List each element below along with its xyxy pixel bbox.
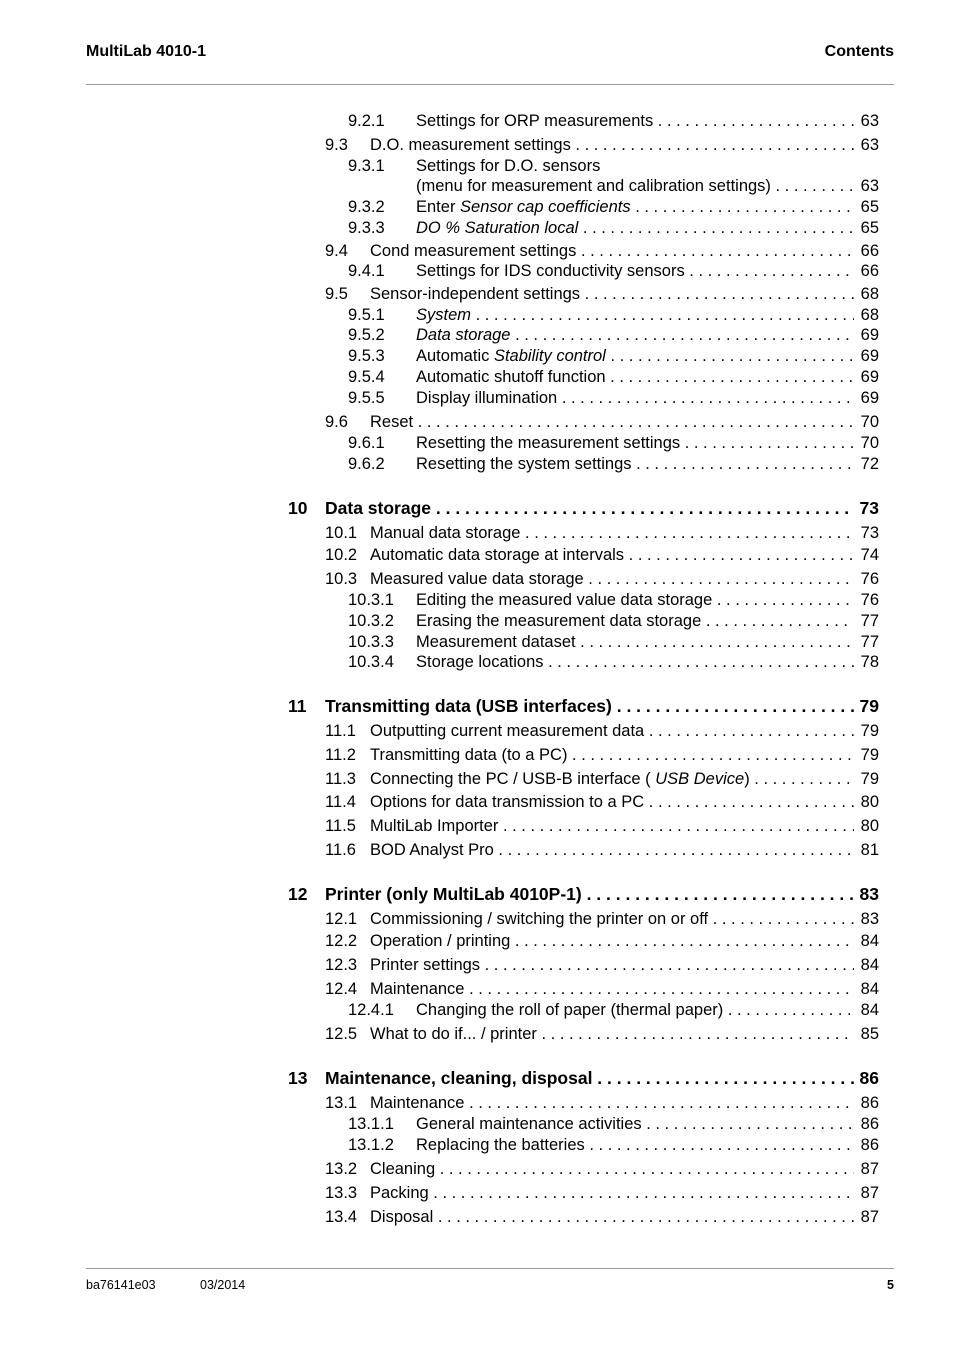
toc-entry-page: 65 bbox=[855, 196, 879, 218]
toc-entry[interactable] bbox=[0, 744, 954, 766]
toc-chapter-entry[interactable] bbox=[0, 497, 954, 519]
toc-entry-title-text: Manual data storage bbox=[370, 524, 521, 542]
toc-entry-title-text: Maintenance, cleaning, disposal bbox=[325, 1068, 593, 1088]
toc-entry[interactable] bbox=[0, 999, 954, 1021]
toc-entry-page: 69 bbox=[855, 366, 879, 388]
toc-entry-number: 13.1 bbox=[325, 1094, 358, 1112]
toc-entry[interactable] bbox=[0, 283, 954, 305]
toc-entry-page: 79 bbox=[855, 720, 879, 742]
toc-entry-title bbox=[325, 497, 854, 519]
toc-entry-title bbox=[325, 883, 854, 905]
toc-entry-title bbox=[416, 387, 854, 409]
toc-entry-number: 13.2 bbox=[325, 1160, 358, 1178]
toc-entry-number: 9.4 bbox=[325, 242, 348, 260]
toc-entry[interactable] bbox=[0, 1023, 954, 1045]
toc-entry-title bbox=[370, 1158, 854, 1180]
toc-entry-number: 13.4 bbox=[325, 1208, 358, 1226]
toc-entry-number: 11.5 bbox=[325, 817, 356, 835]
toc-entry-title bbox=[416, 155, 854, 177]
toc-entry-title-text: BOD Analyst Pro bbox=[370, 841, 494, 859]
toc-entry-title bbox=[370, 768, 854, 790]
toc-entry-page: 83 bbox=[855, 883, 879, 905]
toc-entry-number: 12.4.1 bbox=[348, 1001, 394, 1019]
toc-entry[interactable] bbox=[0, 134, 954, 156]
toc-entry-title-text: Transmitting data (USB interfaces) bbox=[325, 696, 612, 716]
toc-entry-number: 12.1 bbox=[325, 910, 358, 928]
document-date: 03/2014 bbox=[200, 1278, 246, 1292]
toc-entry-page: 86 bbox=[855, 1092, 879, 1114]
running-header-title: MultiLab 4010-1 bbox=[86, 43, 207, 60]
toc-entry-title bbox=[416, 589, 854, 611]
toc-entry-number: 10.3.3 bbox=[348, 633, 394, 651]
toc-entry-number: 13.1.2 bbox=[348, 1136, 394, 1154]
toc-entry-page: 86 bbox=[855, 1067, 879, 1089]
toc-entry-title bbox=[370, 1023, 854, 1045]
toc-entry-number: 9.5 bbox=[325, 285, 348, 303]
toc-entry-page: 69 bbox=[855, 324, 879, 346]
toc-entry-number: 10.3.1 bbox=[348, 591, 394, 609]
toc-entry-title-text: Maintenance bbox=[370, 1094, 465, 1112]
toc-entry-number: 9.5.5 bbox=[348, 389, 385, 407]
toc-entry-title bbox=[416, 631, 854, 653]
toc-entry-number: 9.5.2 bbox=[348, 326, 385, 344]
toc-entry-title-text: Settings for ORP measurements bbox=[416, 112, 654, 130]
toc-entry-title-text: Measured value data storage bbox=[370, 570, 584, 588]
toc-entry-page: 70 bbox=[855, 432, 879, 454]
running-header-section: Contents bbox=[824, 43, 894, 60]
toc-entry-page: 78 bbox=[855, 651, 879, 673]
toc-entry-number: 13.1.1 bbox=[348, 1115, 394, 1133]
toc-entry-title bbox=[416, 432, 854, 454]
toc-entry-title bbox=[325, 695, 854, 717]
toc-entry-title-emphasis: DO % Saturation local bbox=[416, 219, 579, 237]
toc-entry-number: 9.3.3 bbox=[348, 219, 385, 237]
toc-entry-number: 11.2 bbox=[325, 746, 356, 764]
toc-entry-title-text: Editing the measured value data storage bbox=[416, 591, 713, 609]
toc-entry-page: 80 bbox=[855, 791, 879, 813]
toc-entry-title bbox=[416, 175, 854, 197]
toc-entry-title-emphasis: Data storage bbox=[416, 326, 511, 344]
toc-entry-title bbox=[416, 345, 854, 367]
toc-entry-title-text: Storage locations bbox=[416, 653, 544, 671]
toc-entry-number: 13 bbox=[288, 1068, 308, 1088]
toc-entry-page: 77 bbox=[855, 610, 879, 632]
toc-entry-page: 84 bbox=[855, 930, 879, 952]
toc-entry[interactable] bbox=[0, 110, 954, 132]
toc-entry-number: 10 bbox=[288, 498, 308, 518]
toc-entry[interactable] bbox=[0, 978, 954, 1000]
toc-entry-number: 9.4.1 bbox=[348, 262, 385, 280]
toc-entry[interactable] bbox=[0, 791, 954, 813]
toc-entry-title-text: Resetting the measurement settings bbox=[416, 434, 681, 452]
toc-entry-page: 73 bbox=[855, 522, 879, 544]
toc-entry-number: 9.2.1 bbox=[348, 112, 385, 130]
toc-entry-title-text: Cleaning bbox=[370, 1160, 436, 1178]
toc-entry-page: 81 bbox=[855, 839, 879, 861]
toc-entry-title-text: Reset bbox=[370, 413, 414, 431]
toc-entry-page: 76 bbox=[855, 568, 879, 590]
toc-entry-title-text: Replacing the batteries bbox=[416, 1136, 585, 1154]
toc-entry-title-text: Settings for D.O. sensors bbox=[416, 157, 601, 175]
toc-entry[interactable] bbox=[0, 175, 954, 197]
toc-entry[interactable] bbox=[0, 240, 954, 262]
toc-entry-title bbox=[416, 453, 854, 475]
toc-entry-number: 9.3 bbox=[325, 136, 348, 154]
toc-entry-title-text: Automatic bbox=[416, 347, 490, 365]
toc-entry-title bbox=[370, 930, 854, 952]
toc-entry[interactable] bbox=[0, 217, 954, 239]
toc-entry[interactable] bbox=[0, 387, 954, 409]
toc-entry-title-text: Display illumination bbox=[416, 389, 558, 407]
toc-entry-number: 11.4 bbox=[325, 793, 356, 811]
toc-entry-title bbox=[370, 1182, 854, 1204]
toc-entry-title-text: Commissioning / switching the printer on or off bbox=[370, 910, 709, 928]
toc-entry-number: 10.3 bbox=[325, 570, 358, 588]
toc-entry-title bbox=[370, 568, 854, 590]
toc-entry-page: 76 bbox=[855, 589, 879, 611]
toc-entry-title-suffix: ) bbox=[744, 770, 750, 788]
toc-entry-page: 80 bbox=[855, 815, 879, 837]
toc-entry[interactable] bbox=[0, 610, 954, 632]
toc-entry-title-text: Automatic shutoff function bbox=[416, 368, 606, 386]
toc-entry[interactable] bbox=[0, 196, 954, 218]
toc-entry-title-text: MultiLab Importer bbox=[370, 817, 499, 835]
toc-entry-title bbox=[325, 1067, 854, 1089]
toc-entry-number: 11 bbox=[288, 696, 307, 716]
toc-entry[interactable] bbox=[0, 345, 954, 367]
toc-entry-title bbox=[370, 1206, 854, 1228]
toc-entry-page: 84 bbox=[855, 999, 879, 1021]
toc-entry-title-text: Data storage bbox=[325, 498, 432, 518]
toc-entry-page: 72 bbox=[855, 453, 879, 475]
page-number: 5 bbox=[887, 1278, 894, 1292]
toc-entry-number: 9.5.4 bbox=[348, 368, 385, 386]
toc-entry-title bbox=[370, 283, 854, 305]
toc-entry-number: 11.1 bbox=[325, 722, 356, 740]
toc-entry-title bbox=[370, 134, 854, 156]
toc-entry-title bbox=[370, 720, 854, 742]
toc-entry[interactable] bbox=[0, 768, 954, 790]
toc-entry[interactable] bbox=[0, 155, 954, 177]
toc-entry-title bbox=[416, 1113, 854, 1135]
toc-entry-title bbox=[370, 544, 854, 566]
toc-entry[interactable] bbox=[0, 432, 954, 454]
toc-entry-page: 63 bbox=[855, 134, 879, 156]
toc-entry-title-text: General maintenance activities bbox=[416, 1115, 642, 1133]
toc-entry-title bbox=[370, 978, 854, 1000]
toc-entry-title bbox=[416, 999, 854, 1021]
toc-entry-number: 9.5.1 bbox=[348, 306, 385, 324]
toc-entry-page: 69 bbox=[855, 387, 879, 409]
toc-entry-title bbox=[370, 411, 854, 433]
toc-entry[interactable] bbox=[0, 1206, 954, 1228]
toc-entry-title-text: Options for data transmission to a PC bbox=[370, 793, 645, 811]
toc-entry-title bbox=[416, 651, 854, 673]
toc-entry-title-text: Printer settings bbox=[370, 956, 481, 974]
toc-entry[interactable] bbox=[0, 324, 954, 346]
toc-entry-title-text: Measurement dataset bbox=[416, 633, 576, 651]
toc-entry-title bbox=[370, 744, 854, 766]
toc-entry-title-emphasis: Sensor cap coefficients bbox=[460, 198, 631, 216]
toc-entry-page: 79 bbox=[855, 744, 879, 766]
toc-entry-title-text: (menu for measurement and calibration settings) bbox=[416, 177, 771, 195]
toc-chapter-entry[interactable] bbox=[0, 695, 954, 717]
toc-entry-page: 70 bbox=[855, 411, 879, 433]
toc-entry-number: 9.6 bbox=[325, 413, 348, 431]
footer-divider bbox=[86, 1268, 894, 1269]
toc-entry[interactable] bbox=[0, 304, 954, 326]
toc-entry-page: 87 bbox=[855, 1158, 879, 1180]
toc-entry[interactable] bbox=[0, 453, 954, 475]
toc-entry-page: 73 bbox=[855, 497, 879, 519]
toc-entry[interactable] bbox=[0, 908, 954, 930]
toc-entry-title bbox=[416, 366, 854, 388]
toc-entry-title-text: Transmitting data (to a PC) bbox=[370, 746, 568, 764]
toc-entry[interactable] bbox=[0, 720, 954, 742]
toc-entry-title bbox=[370, 815, 854, 837]
toc-entry[interactable] bbox=[0, 954, 954, 976]
toc-entry-title-emphasis: USB Device bbox=[655, 770, 745, 788]
toc-entry-number: 11.3 bbox=[325, 770, 356, 788]
toc-entry-page: 86 bbox=[855, 1113, 879, 1135]
toc-entry[interactable] bbox=[0, 1158, 954, 1180]
toc-entry-page: 84 bbox=[855, 978, 879, 1000]
toc-entry-page: 77 bbox=[855, 631, 879, 653]
toc-entry-title bbox=[416, 324, 854, 346]
toc-entry-title-text: Settings for IDS conductivity sensors bbox=[416, 262, 685, 280]
toc-entry-number: 9.3.2 bbox=[348, 198, 385, 216]
toc-entry-title bbox=[416, 260, 854, 282]
toc-entry[interactable] bbox=[0, 366, 954, 388]
toc-entry-number: 12.4 bbox=[325, 980, 358, 998]
toc-entry[interactable] bbox=[0, 260, 954, 282]
toc-entry-title bbox=[416, 610, 854, 632]
toc-entry-title bbox=[416, 196, 854, 218]
toc-entry-title-text: Connecting the PC / USB-B interface ( bbox=[370, 770, 651, 788]
toc-entry-page: 66 bbox=[855, 240, 879, 262]
toc-entry-page: 74 bbox=[855, 544, 879, 566]
toc-entry[interactable] bbox=[0, 1182, 954, 1204]
toc-entry-title bbox=[416, 1134, 854, 1156]
toc-entry-title bbox=[370, 839, 854, 861]
toc-entry-title-text: Enter bbox=[416, 198, 456, 216]
toc-entry-page: 79 bbox=[855, 695, 879, 717]
toc-entry-title-text: Packing bbox=[370, 1184, 429, 1202]
toc-entry-page: 69 bbox=[855, 345, 879, 367]
toc-entry-page: 79 bbox=[855, 768, 879, 790]
toc-entry[interactable] bbox=[0, 522, 954, 544]
document-id: ba76141e03 bbox=[86, 1278, 156, 1292]
toc-entry-title-text: Sensor-independent settings bbox=[370, 285, 581, 303]
toc-chapter-entry[interactable] bbox=[0, 883, 954, 905]
toc-entry-page: 63 bbox=[855, 175, 879, 197]
toc-entry-number: 13.3 bbox=[325, 1184, 358, 1202]
toc-entry[interactable] bbox=[0, 1134, 954, 1156]
toc-entry[interactable] bbox=[0, 1092, 954, 1114]
toc-entry-page: 68 bbox=[855, 304, 879, 326]
toc-entry-page: 85 bbox=[855, 1023, 879, 1045]
toc-entry-title-emphasis: System bbox=[416, 306, 472, 324]
toc-entry-number: 10.3.4 bbox=[348, 653, 394, 671]
toc-entry-page: 68 bbox=[855, 283, 879, 305]
toc-entry-number: 12.2 bbox=[325, 932, 358, 950]
toc-entry[interactable] bbox=[0, 839, 954, 861]
toc-entry-page: 87 bbox=[855, 1182, 879, 1204]
toc-entry[interactable] bbox=[0, 1113, 954, 1135]
toc-entry-number: 10.3.2 bbox=[348, 612, 394, 630]
toc-entry-title-text: Operation / printing bbox=[370, 932, 511, 950]
toc-entry-page: 63 bbox=[855, 110, 879, 132]
toc-entry-page: 86 bbox=[855, 1134, 879, 1156]
toc-entry-number: 10.2 bbox=[325, 546, 358, 564]
toc-entry-number: 12.5 bbox=[325, 1025, 358, 1043]
toc-entry-title-text: Automatic data storage at intervals bbox=[370, 546, 625, 564]
toc-entry-title bbox=[370, 522, 854, 544]
toc-entry-number: 9.6.2 bbox=[348, 455, 385, 473]
toc-entry-number: 12 bbox=[288, 884, 308, 904]
toc-entry-number: 9.5.3 bbox=[348, 347, 385, 365]
toc-entry[interactable] bbox=[0, 411, 954, 433]
toc-entry-title bbox=[370, 791, 854, 813]
toc-entry-page: 66 bbox=[855, 260, 879, 282]
toc-entry[interactable] bbox=[0, 631, 954, 653]
toc-entry-title bbox=[416, 110, 854, 132]
toc-entry-title bbox=[370, 954, 854, 976]
toc-entry-title-text: Maintenance bbox=[370, 980, 465, 998]
toc-entry-page: 65 bbox=[855, 217, 879, 239]
toc-entry-page: 84 bbox=[855, 954, 879, 976]
toc-entry-number: 9.3.1 bbox=[348, 157, 385, 175]
toc-entry-number: 11.6 bbox=[325, 841, 356, 859]
toc-entry-title-text: Resetting the system settings bbox=[416, 455, 632, 473]
toc-entry-title bbox=[370, 1092, 854, 1114]
toc-entry-title bbox=[416, 217, 854, 239]
toc-entry-title-text: Erasing the measurement data storage bbox=[416, 612, 702, 630]
toc-entry-number: 10.1 bbox=[325, 524, 358, 542]
toc-entry-title-emphasis: Stability control bbox=[493, 347, 606, 365]
toc-entry-title-text: D.O. measurement settings bbox=[370, 136, 571, 154]
toc-entry-title-text: Cond measurement settings bbox=[370, 242, 577, 260]
toc-entry[interactable] bbox=[0, 930, 954, 952]
toc-entry-title-text: What to do if... / printer bbox=[370, 1025, 537, 1043]
toc-entry-title-text: Printer (only MultiLab 4010P-1) bbox=[325, 884, 582, 904]
toc-entry-title bbox=[370, 908, 854, 930]
toc-entry[interactable] bbox=[0, 568, 954, 590]
toc-entry[interactable] bbox=[0, 815, 954, 837]
toc-entry[interactable] bbox=[0, 589, 954, 611]
toc-entry[interactable] bbox=[0, 544, 954, 566]
toc-entry-title bbox=[416, 304, 854, 326]
toc-entry-title-text: Outputting current measurement data bbox=[370, 722, 645, 740]
toc-entry-title-text: Disposal bbox=[370, 1208, 434, 1226]
toc-entry-number: 9.6.1 bbox=[348, 434, 385, 452]
toc-entry-page: 83 bbox=[855, 908, 879, 930]
toc-chapter-entry[interactable] bbox=[0, 1067, 954, 1089]
toc-entry-title bbox=[370, 240, 854, 262]
toc-entry[interactable] bbox=[0, 651, 954, 673]
toc-entry-number: 12.3 bbox=[325, 956, 358, 974]
toc-entry-title-text: Changing the roll of paper (thermal paper) bbox=[416, 1001, 724, 1019]
toc-entry-page: 87 bbox=[855, 1206, 879, 1228]
